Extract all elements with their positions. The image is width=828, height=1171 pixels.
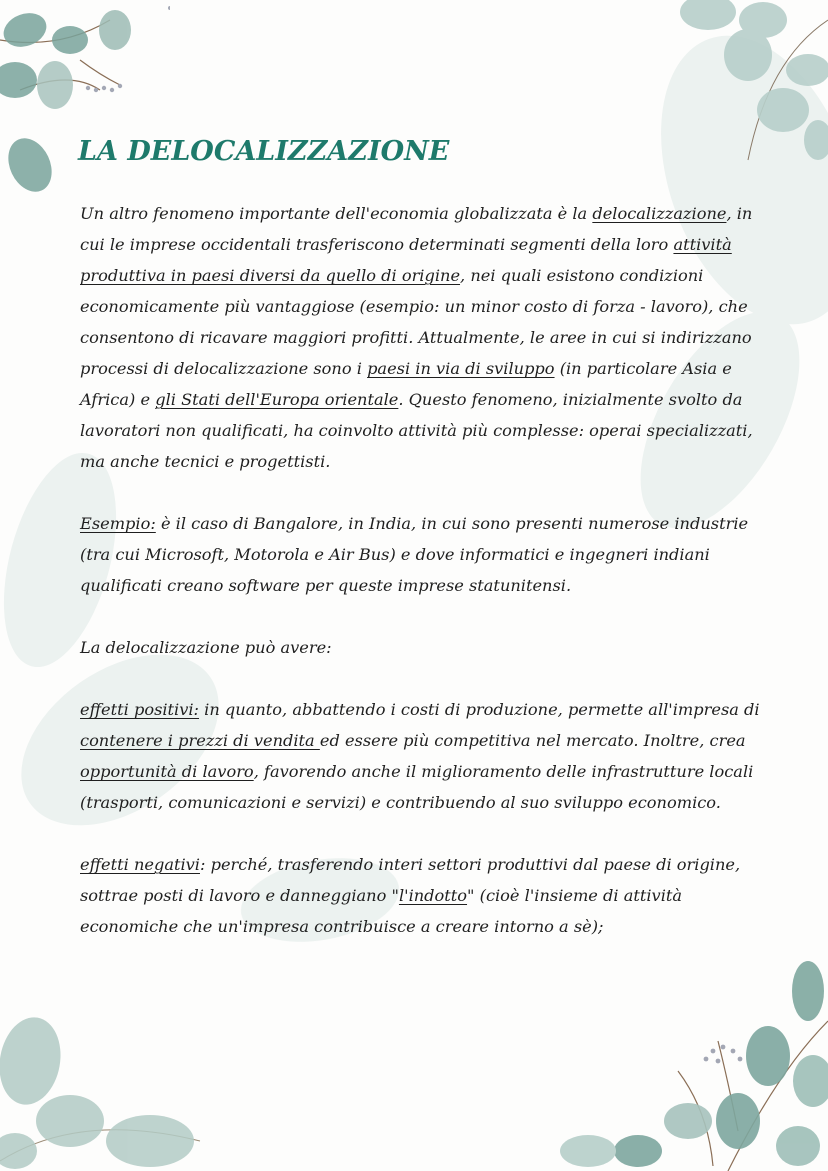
underlined-term: delocalizzazione bbox=[592, 204, 727, 223]
eucalyptus-leaves-icon bbox=[0, 0, 170, 210]
berry-sprig-icon bbox=[528, 961, 828, 1171]
underlined-term: attività produttiva in paesi diversi da quello di origine bbox=[80, 235, 732, 285]
text-segment: : perché, trasferendo interi settori produttivi dal paese di origine, sottrae posti di lavoro e danneggiano " bbox=[80, 855, 741, 905]
paragraph-negative-effects bbox=[80, 849, 770, 942]
text-segment: , in cui le imprese occidentali trasferiscono determinati segmenti della loro bbox=[80, 204, 753, 254]
text-segment: (in particolare Asia e Africa) e bbox=[80, 359, 732, 409]
eucalyptus-leaves-icon bbox=[668, 0, 828, 170]
underlined-term: l'indotto bbox=[398, 886, 468, 905]
underlined-term: paesi in via di sviluppo bbox=[367, 359, 555, 378]
underlined-term: Esempio: bbox=[80, 514, 156, 533]
paragraph-positive-effects bbox=[80, 694, 770, 818]
text-segment: ed essere più competitiva nel mercato. Inoltre, crea bbox=[319, 731, 746, 750]
text-segment: Un altro fenomeno importante dell'economia globalizzata è la bbox=[80, 204, 593, 223]
paragraph-example bbox=[80, 508, 770, 601]
text-segment: , favorendo anche il miglioramento delle infrastrutture locali (trasporti, comunicazioni e servizi) e contribuendo al suo sviluppo economico. bbox=[80, 762, 754, 812]
underlined-term: effetti negativi bbox=[80, 855, 200, 874]
text-segment: " (cioè l'insieme di attività economiche che un'impresa contribuisce a creare intorno a sè); bbox=[80, 886, 683, 936]
text-segment: , nei quali esistono condizioni economicamente più vantaggiose (esempio: un minor costo di forza - lavoro), che consentono di ricavare maggiori profitti. Attualmente, le aree in cui si indirizzano processi di delocalizzazione sono i bbox=[80, 266, 752, 378]
eucalyptus-leaves-icon bbox=[0, 1011, 220, 1171]
underlined-term: effetti positivi: bbox=[80, 700, 200, 719]
paragraph-intro bbox=[80, 198, 770, 477]
paragraph-lead: La delocalizzazione può avere: bbox=[80, 638, 332, 657]
text-segment: è il caso di Bangalore, in India, in cui sono presenti numerose industrie (tra cui Microsoft, Motorola e Air Bus) e dove informatici e ingegneri indiani qualificati creano software per queste imprese statunitensi. bbox=[80, 514, 749, 595]
text-segment: in quanto, abbattendo i costi di produzione, permette all'impresa di bbox=[199, 700, 760, 719]
underlined-term: opportunità di lavoro bbox=[80, 762, 254, 781]
document-body bbox=[80, 198, 770, 973]
page-title: LA DELOCALIZZAZIONE bbox=[78, 136, 450, 167]
underlined-term: contenere i prezzi di vendita bbox=[80, 731, 320, 750]
underlined-term: gli Stati dell'Europa orientale bbox=[155, 390, 399, 409]
text-segment: . Questo fenomeno, inizialmente svolto da lavoratori non qualificati, ha coinvolto attività più complesse: operai specializzati, ma anche tecnici e progettisti. bbox=[80, 390, 753, 471]
